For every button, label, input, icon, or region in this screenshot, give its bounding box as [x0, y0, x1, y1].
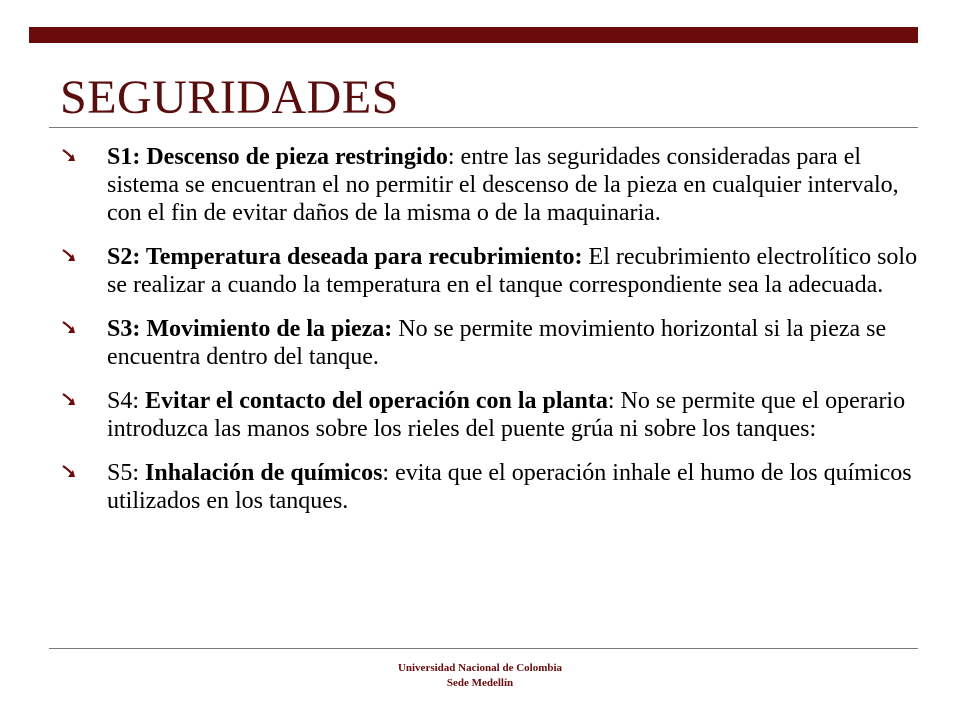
bullet-s2	[62, 243, 918, 299]
bullet-list	[62, 143, 918, 531]
bullet-s3-heading: S3: Movimiento de la pieza:	[107, 316, 393, 342]
arrow-bullet-icon	[62, 465, 76, 479]
bullet-s5	[62, 459, 918, 515]
bullet-s4-prefix: S4:	[107, 388, 146, 414]
title-divider	[49, 127, 918, 128]
arrow-bullet-icon	[62, 321, 76, 335]
arrow-bullet-icon	[62, 393, 76, 407]
arrow-bullet-icon	[62, 149, 76, 163]
footer-divider	[49, 648, 918, 649]
bullet-s2-heading: S2: Temperatura deseada para recubrimiento:	[107, 244, 583, 270]
bullet-s5-heading: Inhalación de químicos	[145, 460, 383, 486]
bullet-s4-heading: Evitar el contacto del operación con la planta	[145, 388, 608, 414]
header-accent-bar	[29, 27, 918, 43]
bullet-s3-text: No se permite movimiento horizontal si la pieza se encuentra dentro del tanque.	[107, 316, 887, 370]
bullet-s3	[62, 315, 918, 371]
arrow-bullet-icon	[62, 249, 76, 263]
bullet-s1	[62, 143, 918, 227]
footer-university: Universidad Nacional de Colombia	[397, 662, 563, 674]
footer-campus: Sede Medellín	[446, 677, 514, 689]
bullet-s1-heading: S1: Descenso de pieza restringido	[107, 144, 448, 170]
bullet-s4-text: : No se permite que el operario introduzca las manos sobre los rieles del puente grúa ni sobre los tanques:	[107, 388, 906, 442]
bullet-s2-text: El recubrimiento electrolítico solo se realizar a cuando la temperatura en el tanque correspondiente sea la adecuada.	[107, 244, 918, 298]
bullet-s5-prefix: S5:	[107, 460, 146, 486]
slide-title: SEGURIDADES	[60, 71, 399, 124]
bullet-s4	[62, 387, 918, 443]
bullet-s5-text: : evita que el operación inhale el humo de los químicos utilizados en los tanques.	[107, 460, 912, 514]
bullet-s1-text: : entre las seguridades consideradas para el sistema se encuentran el no permitir el descenso de la pieza en cualquier intervalo, con el fin de evitar daños de la misma o de la maquinaria.	[107, 144, 899, 226]
